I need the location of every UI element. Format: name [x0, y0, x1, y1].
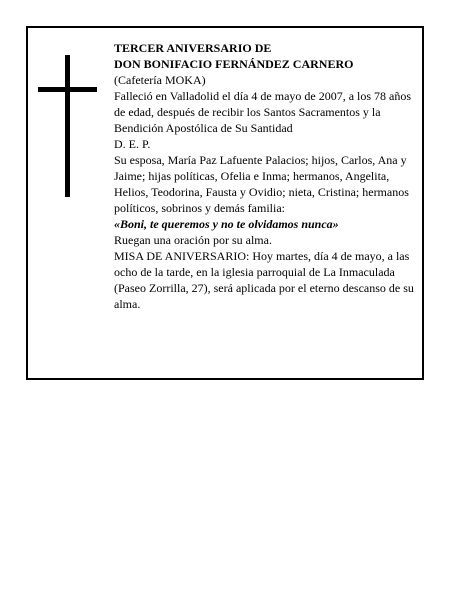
dep-line: D. E. P. [114, 137, 151, 151]
notice-subtitle: (Cafetería MOKA) [114, 73, 206, 87]
death-paragraph: Falleció en Valladolid el día 4 de mayo de 2007, a los 78 años de edad, después de recibir los Santos Sacramentos y la Bendición Apostólica de Su Santidad [114, 89, 412, 135]
prayer-line: Ruegan una oración por su alma. [114, 233, 272, 247]
notice-heading-line-2: DON BONIFACIO FERNÁNDEZ CARNERO [114, 57, 354, 71]
family-quote: «Boni, te queremos y no te olvidamos nunca» [114, 217, 339, 231]
obituary-notice [26, 26, 424, 380]
mass-paragraph: MISA DE ANIVERSARIO: Hoy martes, día 4 de mayo, a las ocho de la tarde, en la iglesia parroquial de La Inmaculada (Paseo Zorrilla, 27), será aplicada por el eterno descanso de su alma. [114, 249, 414, 311]
notice-text [114, 40, 422, 312]
notice-heading-line-1: TERCER ANIVERSARIO DE [114, 41, 272, 55]
cross-vertical-bar [65, 55, 70, 197]
cross-horizontal-bar [38, 87, 97, 92]
cross-icon [38, 55, 97, 197]
family-paragraph: Su esposa, María Paz Lafuente Palacios; hijos, Carlos, Ana y Jaime; hijas políticas, Ofelia e Inma; hermanos, Angelita, Helios, Teodorina, Fausta y Ovidio; nieta, Cristina; hermanos políticos, sobrinos y demás familia: [114, 153, 409, 215]
